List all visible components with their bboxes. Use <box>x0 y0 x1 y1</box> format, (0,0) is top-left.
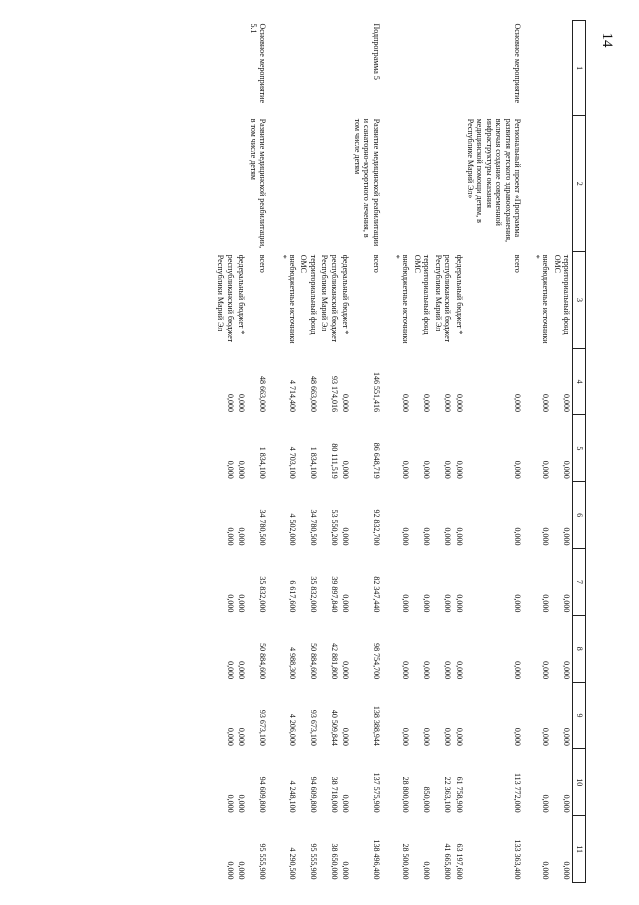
value-cell: 0,000 <box>237 527 247 546</box>
program-name-cell <box>277 116 298 252</box>
value-cell: 40 509,844 <box>329 709 339 746</box>
table-row <box>432 21 453 883</box>
value-cell: 0,000 <box>562 460 571 479</box>
table-row <box>551 21 572 883</box>
value-cell: 133 363,400 <box>513 839 523 880</box>
funding-source-cell: территориальный фонд ОМС <box>299 254 318 335</box>
value-cell: 0,000 <box>454 594 464 613</box>
program-name-cell <box>298 116 319 252</box>
table-row <box>215 21 236 883</box>
value-cell: 0,000 <box>225 460 235 479</box>
value-cell: 0,000 <box>541 527 551 546</box>
value-cell: 0,000 <box>541 794 551 813</box>
value-cell: 0,000 <box>443 460 453 479</box>
status-cell: Основное мероприятие <box>513 23 523 103</box>
funding-source-cell: федеральный бюджет * <box>341 254 351 335</box>
value-cell: 0,000 <box>562 794 571 813</box>
funding-source-cell: всего <box>513 254 523 273</box>
value-cell: 0,000 <box>341 794 351 813</box>
value-cell: 0,000 <box>341 861 351 880</box>
value-cell: 82 347,440 <box>371 576 381 613</box>
column-header: 7 <box>573 549 586 616</box>
table-row <box>319 21 340 883</box>
table-row <box>411 21 432 883</box>
value-cell: 0,000 <box>225 794 235 813</box>
status-cell <box>215 21 236 116</box>
funding-source-cell: федеральный бюджет * <box>237 254 247 335</box>
value-cell: 53 550,200 <box>329 509 339 546</box>
table-row <box>453 21 464 883</box>
table-row <box>465 21 531 883</box>
value-cell: 93 174,016 <box>329 375 339 412</box>
value-cell: 0,000 <box>513 727 523 746</box>
value-cell: 93 673,100 <box>308 709 318 746</box>
value-cell: 63 197,600 <box>454 843 464 880</box>
value-cell: 0,000 <box>237 393 247 412</box>
value-cell: 0,000 <box>562 661 571 680</box>
value-cell: 38 718,000 <box>329 776 339 813</box>
table-row <box>247 21 277 883</box>
value-cell: 0,000 <box>401 594 411 613</box>
column-header: 11 <box>573 816 586 883</box>
value-cell: 0,000 <box>422 527 432 546</box>
table-row <box>391 21 412 883</box>
value-cell: 0,000 <box>341 727 351 746</box>
funding-source-cell: республиканский бюджет Республики Марий Эл <box>216 254 235 343</box>
value-cell: 1 834,100 <box>258 446 268 479</box>
value-cell: 35 832,000 <box>308 576 318 613</box>
value-cell: 0,000 <box>454 661 464 680</box>
value-cell: 42 881,800 <box>329 643 339 680</box>
status-cell <box>411 21 432 116</box>
value-cell: 4 714,400 <box>288 379 298 412</box>
program-name-cell <box>340 116 351 252</box>
status-cell <box>551 21 572 116</box>
status-cell <box>340 21 351 116</box>
value-cell: 86 648,719 <box>371 442 381 479</box>
value-cell: 4 988,300 <box>288 647 298 680</box>
program-name-cell <box>391 116 412 252</box>
value-cell: 4 703,100 <box>288 446 298 479</box>
value-cell: 95 555,900 <box>308 843 318 880</box>
status-cell <box>236 21 247 116</box>
value-cell: 0,000 <box>237 460 247 479</box>
value-cell: 4 290,500 <box>288 847 298 880</box>
value-cell: 1 834,100 <box>308 446 318 479</box>
funding-source-cell: территориальный фонд ОМС <box>412 254 432 335</box>
value-cell: 0,000 <box>454 393 464 412</box>
value-cell: 0,000 <box>541 460 551 479</box>
program-name-cell <box>432 116 453 252</box>
value-cell: 0,000 <box>225 393 235 412</box>
funding-source-cell: внебюджетные источники * <box>392 254 411 344</box>
status-cell <box>453 21 464 116</box>
value-cell: 0,000 <box>562 594 571 613</box>
funding-source-cell: всего <box>258 254 268 273</box>
program-name-cell <box>453 116 464 252</box>
value-cell: 0,000 <box>225 527 235 546</box>
column-header: 1 <box>573 21 586 116</box>
column-header: 4 <box>573 348 586 415</box>
value-cell: 34 780,500 <box>258 509 268 546</box>
value-cell: 0,000 <box>422 661 432 680</box>
table-header-row <box>573 21 586 883</box>
funding-source-cell: республиканский бюджет Республики Марий Эл <box>320 254 339 343</box>
program-name-cell: Развитие медицинской реабилитации, в том числе детям <box>248 118 268 249</box>
value-cell: 4 502,000 <box>288 513 298 546</box>
table-body <box>215 21 573 883</box>
value-cell: 0,000 <box>422 460 432 479</box>
status-cell <box>319 21 340 116</box>
value-cell: 0,000 <box>341 527 351 546</box>
table-row <box>277 21 298 883</box>
value-cell: 0,000 <box>541 594 551 613</box>
funding-source-cell: всего <box>371 254 381 273</box>
value-cell: 48 663,000 <box>258 375 268 412</box>
value-cell: 138 388,944 <box>371 705 381 746</box>
value-cell: 0,000 <box>422 727 432 746</box>
value-cell: 50 884,600 <box>308 643 318 680</box>
value-cell: 28 800,000 <box>401 776 411 813</box>
value-cell: 0,000 <box>443 727 453 746</box>
status-cell <box>298 21 319 116</box>
program-name-cell: Развитие медицинской реабилитации и санаторно-курортного лечения, в том числе детям <box>352 118 381 247</box>
value-cell: 61 758,900 <box>454 776 464 813</box>
column-header: 5 <box>573 415 586 482</box>
value-cell: 0,000 <box>341 661 351 680</box>
value-cell: 93 673,100 <box>258 709 268 746</box>
table-row <box>236 21 247 883</box>
value-cell: 0,000 <box>422 393 432 412</box>
status-cell <box>391 21 412 116</box>
value-cell: 0,000 <box>562 861 571 880</box>
table-row <box>298 21 319 883</box>
value-cell: 0,000 <box>225 661 235 680</box>
value-cell: 39 897,840 <box>329 576 339 613</box>
value-cell: 98 754,700 <box>371 643 381 680</box>
value-cell: 4 206,000 <box>288 713 298 746</box>
value-cell: 0,000 <box>225 861 235 880</box>
value-cell: 850,000 <box>422 786 432 813</box>
value-cell: 138 496,400 <box>371 839 381 880</box>
column-header: 2 <box>573 116 586 252</box>
value-cell: 22 363,100 <box>443 776 453 813</box>
budget-table <box>215 20 586 883</box>
value-cell: 0,000 <box>237 861 247 880</box>
value-cell: 4 248,100 <box>288 780 298 813</box>
funding-source-cell: внебюджетные источники * <box>278 254 298 344</box>
column-header: 9 <box>573 682 586 749</box>
column-header: 10 <box>573 749 586 816</box>
program-name-cell <box>319 116 340 252</box>
status-cell: Подпрограмма 5 <box>371 23 381 80</box>
value-cell: 0,000 <box>443 594 453 613</box>
table-row <box>530 21 551 883</box>
status-cell <box>432 21 453 116</box>
funding-source-cell: территориальный фонд ОМС <box>552 254 571 335</box>
value-cell: 94 609,800 <box>308 776 318 813</box>
value-cell: 0,000 <box>541 727 551 746</box>
value-cell: 0,000 <box>513 393 523 412</box>
value-cell: 0,000 <box>237 727 247 746</box>
value-cell: 0,000 <box>513 661 523 680</box>
value-cell: 34 780,500 <box>308 509 318 546</box>
value-cell: 0,000 <box>443 393 453 412</box>
rotated-page-content <box>63 20 586 883</box>
value-cell: 0,000 <box>454 727 464 746</box>
value-cell: 0,000 <box>443 661 453 680</box>
value-cell: 95 555,900 <box>258 843 268 880</box>
value-cell: 0,000 <box>443 527 453 546</box>
funding-source-cell: федеральный бюджет * <box>454 254 464 335</box>
funding-source-cell: внебюджетные источники * <box>531 254 551 344</box>
value-cell: 0,000 <box>401 460 411 479</box>
value-cell: 137 575,900 <box>371 772 381 813</box>
value-cell: 0,000 <box>541 661 551 680</box>
value-cell: 0,000 <box>237 661 247 680</box>
status-cell <box>277 21 298 116</box>
value-cell: 0,000 <box>422 594 432 613</box>
value-cell: 0,000 <box>341 393 351 412</box>
status-cell <box>530 21 551 116</box>
value-cell: 0,000 <box>401 661 411 680</box>
program-name-cell: Региональный проект «Программа развития детского здравоохранения, включая создание современной инфраструктуры оказания медицинской помощи детям, в Республике Марий Эл» <box>466 118 523 243</box>
funding-source-cell: республиканский бюджет Республики Марий Эл <box>433 254 453 343</box>
value-cell: 0,000 <box>562 393 571 412</box>
value-cell: 41 665,800 <box>443 843 453 880</box>
program-name-cell <box>551 116 572 252</box>
table-row <box>351 21 390 883</box>
program-name-cell <box>411 116 432 252</box>
value-cell: 6 617,600 <box>288 580 298 613</box>
status-cell: Основное мероприятие 5.1 <box>248 23 268 103</box>
value-cell: 0,000 <box>513 460 523 479</box>
value-cell: 48 663,000 <box>308 375 318 412</box>
value-cell: 80 111,519 <box>329 443 339 479</box>
page-number: 14 <box>599 32 616 48</box>
value-cell: 113 772,000 <box>513 772 523 813</box>
value-cell: 146 551,416 <box>371 371 381 412</box>
value-cell: 0,000 <box>422 861 432 880</box>
program-name-cell <box>530 116 551 252</box>
value-cell: 0,000 <box>401 527 411 546</box>
value-cell: 28 500,000 <box>401 843 411 880</box>
value-cell: 0,000 <box>541 861 551 880</box>
value-cell: 0,000 <box>225 727 235 746</box>
column-header: 3 <box>573 252 586 348</box>
value-cell: 0,000 <box>562 527 571 546</box>
value-cell: 38 650,000 <box>329 843 339 880</box>
value-cell: 0,000 <box>513 594 523 613</box>
value-cell: 0,000 <box>225 594 235 613</box>
value-cell: 50 884,600 <box>258 643 268 680</box>
program-name-cell <box>236 116 247 252</box>
value-cell: 0,000 <box>541 393 551 412</box>
value-cell: 0,000 <box>341 460 351 479</box>
value-cell: 0,000 <box>454 460 464 479</box>
value-cell: 0,000 <box>237 594 247 613</box>
value-cell: 0,000 <box>401 393 411 412</box>
value-cell: 35 832,000 <box>258 576 268 613</box>
value-cell: 0,000 <box>341 594 351 613</box>
value-cell: 0,000 <box>401 727 411 746</box>
value-cell: 0,000 <box>237 794 247 813</box>
value-cell: 0,000 <box>454 527 464 546</box>
value-cell: 94 609,800 <box>258 776 268 813</box>
value-cell: 0,000 <box>513 527 523 546</box>
value-cell: 92 832,700 <box>371 509 381 546</box>
column-header: 8 <box>573 615 586 682</box>
table-row <box>340 21 351 883</box>
value-cell: 0,000 <box>562 727 571 746</box>
column-header: 6 <box>573 482 586 549</box>
program-name-cell <box>215 116 236 252</box>
